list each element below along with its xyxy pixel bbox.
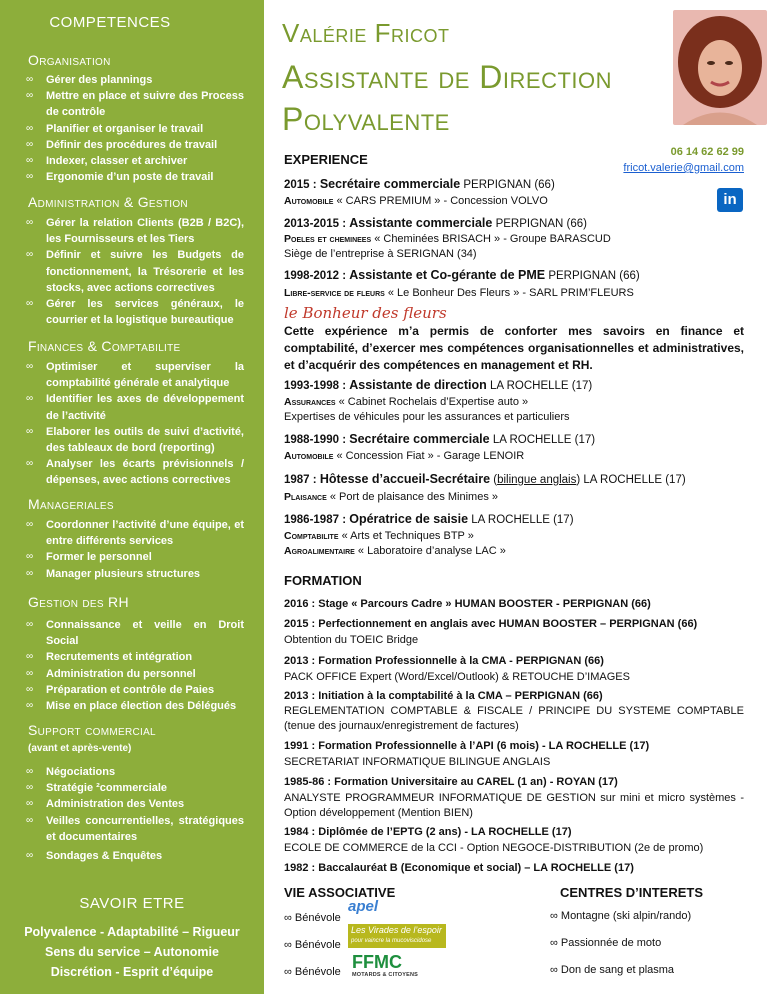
list-item: ∞ Définir et suivre les Budgets de fonctionnement, la Trésorerie et les stocks, avec actions correctives <box>26 247 244 296</box>
competences-title: COMPETENCES <box>49 14 171 31</box>
experience-item-title: 2015 : Secrétaire commerciale PERPIGNAN (66) <box>284 177 555 191</box>
experience-item-line: Plaisance « Port de plaisance des Minimes » <box>284 491 498 503</box>
associative-item: ∞ Bénévole <box>284 912 341 924</box>
list-item: ∞ Stratégie ²commerciale <box>26 780 244 796</box>
section-heading-support: Support commercial <box>28 722 156 738</box>
list-item: ∞ Sondages & Enquêtes <box>26 848 244 864</box>
email-link[interactable]: fricot.valerie@gmail.com <box>623 162 744 174</box>
associative-item: ∞ Bénévole <box>284 966 341 978</box>
job-title-line: Polyvalente <box>282 101 450 137</box>
list-item: ∞ Préparation et contrôle de Paies <box>26 682 244 698</box>
virades-logo: Les Virades de l’espoir pour vaincre la mucoviscidose <box>348 924 446 948</box>
section-heading-rh: Gestion des RH <box>28 594 129 610</box>
experience-item-line: Comptabilite « Arts et Techniques BTP » <box>284 530 474 542</box>
organisation-list <box>26 72 244 185</box>
experience-heading: EXPERIENCE <box>284 152 368 167</box>
list-item: ∞ Veilles concurrentielles, stratégiques et documentaires <box>26 813 244 845</box>
list-item: ∞ Coordonner l’activité d’une équipe, et entre différents services <box>26 517 244 549</box>
list-item: ∞ Planifier et organiser le travail <box>26 121 244 137</box>
list-item: ∞ Définir des procédures de travail <box>26 137 244 153</box>
job-title-line: Assistante de Direction <box>282 59 613 95</box>
list-item: ∞ Gérer les services généraux, le courrier et la logistique bureautique <box>26 296 244 328</box>
savoir-line: Discrétion - Esprit d’équipe <box>50 965 214 979</box>
formation-item-title: 1985-86 : Formation Universitaire au CAREL (1 an) - ROYAN (17) <box>284 776 618 788</box>
formation-item-title: 1991 : Formation Professionnelle à l’API (6 mois) - LA ROCHELLE (17) <box>284 740 650 752</box>
experience-item-line: Automobile « Concession Fiat » - Garage LENOIR <box>284 450 525 462</box>
linkedin-icon[interactable]: in <box>717 188 743 212</box>
savoir-line: Sens du service – Autonomie <box>45 945 219 959</box>
fleurs-logo: le Bonheur des fleurs <box>284 304 447 322</box>
apel-logo: apel <box>348 898 379 915</box>
list-item: ∞ Mise en place élection des Délégués <box>26 698 244 714</box>
experience-item-line: Expertises de véhicules pour les assurances et particuliers <box>284 411 570 423</box>
formation-item-desc: Obtention du TOEIC Bridge <box>284 634 419 646</box>
savoir-line: Polyvalence - Adaptabilité – Rigueur <box>24 925 240 939</box>
centres-interets-heading: CENTRES D’INTERETS <box>560 885 704 900</box>
experience-item-title: 1993-1998 : Assistante de direction LA ROCHELLE (17) <box>284 378 593 392</box>
list-item: ∞ Manager plusieurs structures <box>26 566 244 582</box>
interest-item: ∞ Montagne (ski alpin/rando) <box>550 910 692 922</box>
experience-item-line: Poeles et cheminees « Cheminées BRISACH » - Groupe BARASCUD <box>284 233 611 245</box>
administration-list <box>26 215 244 328</box>
list-item: ∞ Ergonomie d’un poste de travail <box>26 169 244 185</box>
formation-item-title: 2013 : Initiation à la comptabilité à la CMA – PERPIGNAN (66) <box>284 690 603 702</box>
experience-item-title: 1998-2012 : Assistante et Co-gérante de PME PERPIGNAN (66) <box>284 268 640 282</box>
person-name: Valérie Fricot <box>282 18 450 48</box>
list-item: ∞ Former le personnel <box>26 549 244 565</box>
associative-item: ∞ Bénévole <box>284 939 341 951</box>
list-item: ∞ Indexer, classer et archiver <box>26 153 244 169</box>
section-heading-finances: Finances & Comptabilite <box>28 338 181 354</box>
job-title <box>282 56 612 140</box>
ffmc-logo: FFMC MOTARDS & CITOYENS <box>352 952 419 978</box>
interest-item: ∞ Passionnée de moto <box>550 937 662 949</box>
list-item: ∞ Recrutements et intégration <box>26 649 244 665</box>
formation-item-title: 1984 : Diplômée de l’EPTG (2 ans) - LA ROCHELLE (17) <box>284 826 572 838</box>
vie-associative-heading: VIE ASSOCIATIVE <box>284 885 396 900</box>
list-item: ∞ Gérer la relation Clients (B2B / B2C), les Fournisseurs et les Tiers <box>26 215 244 247</box>
experience-item-line: Siège de l’entreprise à SERIGNAN (34) <box>284 248 477 260</box>
finances-list <box>26 359 244 489</box>
experience-item-line: Libre-service de fleurs « Le Bonheur Des Fleurs » - SARL PRIM’FLEURS <box>284 287 634 299</box>
formation-heading: FORMATION <box>284 573 362 588</box>
list-item: ∞ Identifier les axes de développement de l’activité <box>26 391 244 423</box>
rh-list <box>26 617 244 714</box>
list-item: ∞ Elaborer les outils de suivi d’activité, des tableaux de bord (reporting) <box>26 424 244 456</box>
list-item: ∞ Optimiser et superviser la comptabilité générale et analytique <box>26 359 244 391</box>
support-subheading: (avant et après-vente) <box>28 743 132 754</box>
formation-item-title: 2015 : Perfectionnement en anglais avec HUMAN BOOSTER – PERPIGNAN (66) <box>284 618 698 630</box>
formation-item-desc: ANALYSTE PROGRAMMEUR INFORMATIQUE DE GESTION sur mini et micro systèmes - Option développement (Mention BIEN) <box>284 792 744 819</box>
list-item: ∞ Gérer des plannings <box>26 72 244 88</box>
list-item: ∞ Connaissance et veille en Droit Social <box>26 617 244 649</box>
list-item: ∞ Administration du personnel <box>26 666 244 682</box>
formation-item-title: 1982 : Baccalauréat B (Economique et social) – LA ROCHELLE (17) <box>284 862 634 874</box>
section-heading-administration: Administration & Gestion <box>28 194 188 210</box>
list-item: ∞ Analyser les écarts prévisionnels / dépenses, avec actions correctives <box>26 456 244 488</box>
phone-number: 06 14 62 62 99 <box>670 146 744 158</box>
experience-item-title: 1988-1990 : Secrétaire commerciale LA ROCHELLE (17) <box>284 432 596 446</box>
interest-item: ∞ Don de sang et plasma <box>550 964 675 976</box>
list-item: ∞ Administration des Ventes <box>26 796 244 812</box>
list-item: ∞ Mettre en place et suivre des Process de contrôle <box>26 88 244 120</box>
sidebar <box>0 0 264 994</box>
support-list <box>26 764 244 864</box>
experience-item-line: Automobile « CARS PREMIUM » - Concession VOLVO <box>284 195 548 207</box>
savoir-etre-title: SAVOIR ETRE <box>79 895 185 912</box>
formation-item-desc: PACK OFFICE Expert (Word/Excel/Outlook) & RETOUCHE D’IMAGES <box>284 671 630 683</box>
experience-item-title: 1986-1987 : Opératrice de saisie LA ROCHELLE (17) <box>284 512 574 526</box>
profile-photo <box>673 10 767 125</box>
formation-item-desc: REGLEMENTATION COMPTABLE & FISCALE / PRINCIPE DU SYSTEME COMPTABLE (tenue des journaux/enregistrement de factures) <box>284 705 744 732</box>
section-heading-manageriales: Manageriales <box>28 496 114 512</box>
formation-item-title: 2016 : Stage « Parcours Cadre » HUMAN BOOSTER - PERPIGNAN (66) <box>284 598 651 610</box>
experience-item-title: 2013-2015 : Assistante commerciale PERPIGNAN (66) <box>284 216 587 230</box>
section-heading-organisation: Organisation <box>28 52 111 68</box>
experience-summary: Cette expérience m’a permis de conforter mes savoirs en finance et comptabilité, d’exercer mes compétences organisationnelles et administratives, et d’acquérir des compétences en management et RH. <box>284 324 744 372</box>
manageriales-list <box>26 517 244 582</box>
list-item: ∞ Négociations <box>26 764 244 780</box>
portrait-image <box>673 10 767 125</box>
experience-item-title: 1987 : Hôtesse d’accueil-Secrétaire (bilingue anglais) LA ROCHELLE (17) <box>284 472 686 486</box>
experience-item-line: Agroalimentaire « Laboratoire d’analyse LAC » <box>284 545 506 557</box>
formation-item-desc: SECRETARIAT INFORMATIQUE BILINGUE ANGLAIS <box>284 756 551 768</box>
main-content <box>264 0 768 994</box>
formation-item-desc: ECOLE DE COMMERCE de la CCI - Option NEGOCE-DISTRIBUTION (2e de promo) <box>284 842 704 854</box>
formation-item-title: 2013 : Formation Professionnelle à la CMA - PERPIGNAN (66) <box>284 655 604 667</box>
experience-item-line: Assurances « Cabinet Rochelais d’Expertise auto » <box>284 396 529 408</box>
